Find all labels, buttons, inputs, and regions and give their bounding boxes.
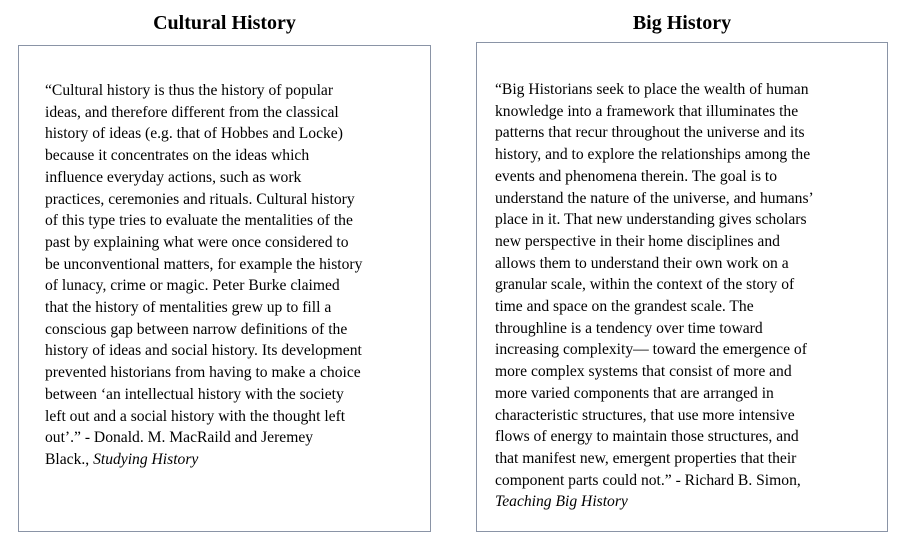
quote-line: flows of energy to maintain those structures, and xyxy=(495,428,799,446)
quote-line: patterns that recur throughout the universe and its xyxy=(495,124,805,142)
quote-line: history, and to explore the relationships among the xyxy=(495,146,811,164)
quote-line: events and phenomena therein. The goal is to xyxy=(495,167,778,185)
quote-line: of lunacy, crime or magic. Peter Burke claimed xyxy=(45,277,340,295)
source-title: Teaching Big History xyxy=(495,493,628,511)
quote-line: characteristic structures, that use more intensive xyxy=(495,406,795,424)
quote-attribution xyxy=(45,449,362,471)
quote-line: throughline is a tendency over time toward xyxy=(495,319,763,337)
quote-line: prevented historians from having to make a choice xyxy=(45,364,361,382)
quote-line: out’.” - Donald. M. MacRaild and Jeremey xyxy=(45,429,314,447)
quote-line: ideas, and therefore different from the classical xyxy=(45,103,339,121)
quote-line: be unconventional matters, for example the history xyxy=(45,255,363,273)
quote-line: history of ideas and social history. Its development xyxy=(45,342,362,360)
quote-line: understand the nature of the universe, and humans’ xyxy=(495,189,814,207)
quote-line: influence everyday actions, such as work xyxy=(45,168,302,186)
cultural-history-quote xyxy=(45,80,362,471)
quote-line: history of ideas (e.g. that of Hobbes and Locke) xyxy=(45,125,343,143)
quote-line: conscious gap between narrow definitions of the xyxy=(45,320,348,338)
cultural-history-quote-box xyxy=(18,45,431,532)
quote-line: past by explaining what were once considered to xyxy=(45,233,349,251)
quote-line: that the history of mentalities grew up to fill a xyxy=(45,299,332,317)
quote-line: more varied components that are arranged in xyxy=(495,384,774,402)
quote-line: because it concentrates on the ideas which xyxy=(45,147,310,165)
quote-line: new perspective in their home disciplines and xyxy=(495,232,780,250)
quote-line: practices, ceremonies and rituals. Cultural history xyxy=(45,190,355,208)
quote-line: of this type tries to evaluate the mentalities of the xyxy=(45,212,353,230)
big-history-title: Big History xyxy=(632,12,732,34)
quote-line: “Cultural history is thus the history of popular xyxy=(45,82,334,99)
quote-line: left out and a social history with the thought left xyxy=(45,407,346,425)
quote-line: place in it. That new understanding gives scholars xyxy=(495,211,807,229)
quote-line: time and space on the grandest scale. The xyxy=(495,298,754,316)
big-history-quote xyxy=(495,79,814,513)
quote-line: granular scale, within the context of the story of xyxy=(495,276,795,294)
quote-line: “Big Historians seek to place the wealth of human xyxy=(495,81,809,98)
source-title: Studying History xyxy=(93,450,199,468)
quote-line: between ‘an intellectual history with the society xyxy=(45,385,344,403)
attribution-prefix: Black., xyxy=(45,450,94,468)
quote-line: more complex systems that consist of more and xyxy=(495,363,792,381)
quote-line: allows them to understand their own work on a xyxy=(495,254,789,272)
cultural-history-title: Cultural History xyxy=(153,12,296,34)
quote-line: knowledge into a framework that illuminates the xyxy=(495,102,799,120)
quote-line: that manifest new, emergent properties that their xyxy=(495,449,797,467)
quote-line: increasing complexity— toward the emergence of xyxy=(495,341,807,359)
big-history-quote-box xyxy=(476,42,888,532)
quote-line: component parts could not.” - Richard B. Simon, xyxy=(495,471,801,489)
